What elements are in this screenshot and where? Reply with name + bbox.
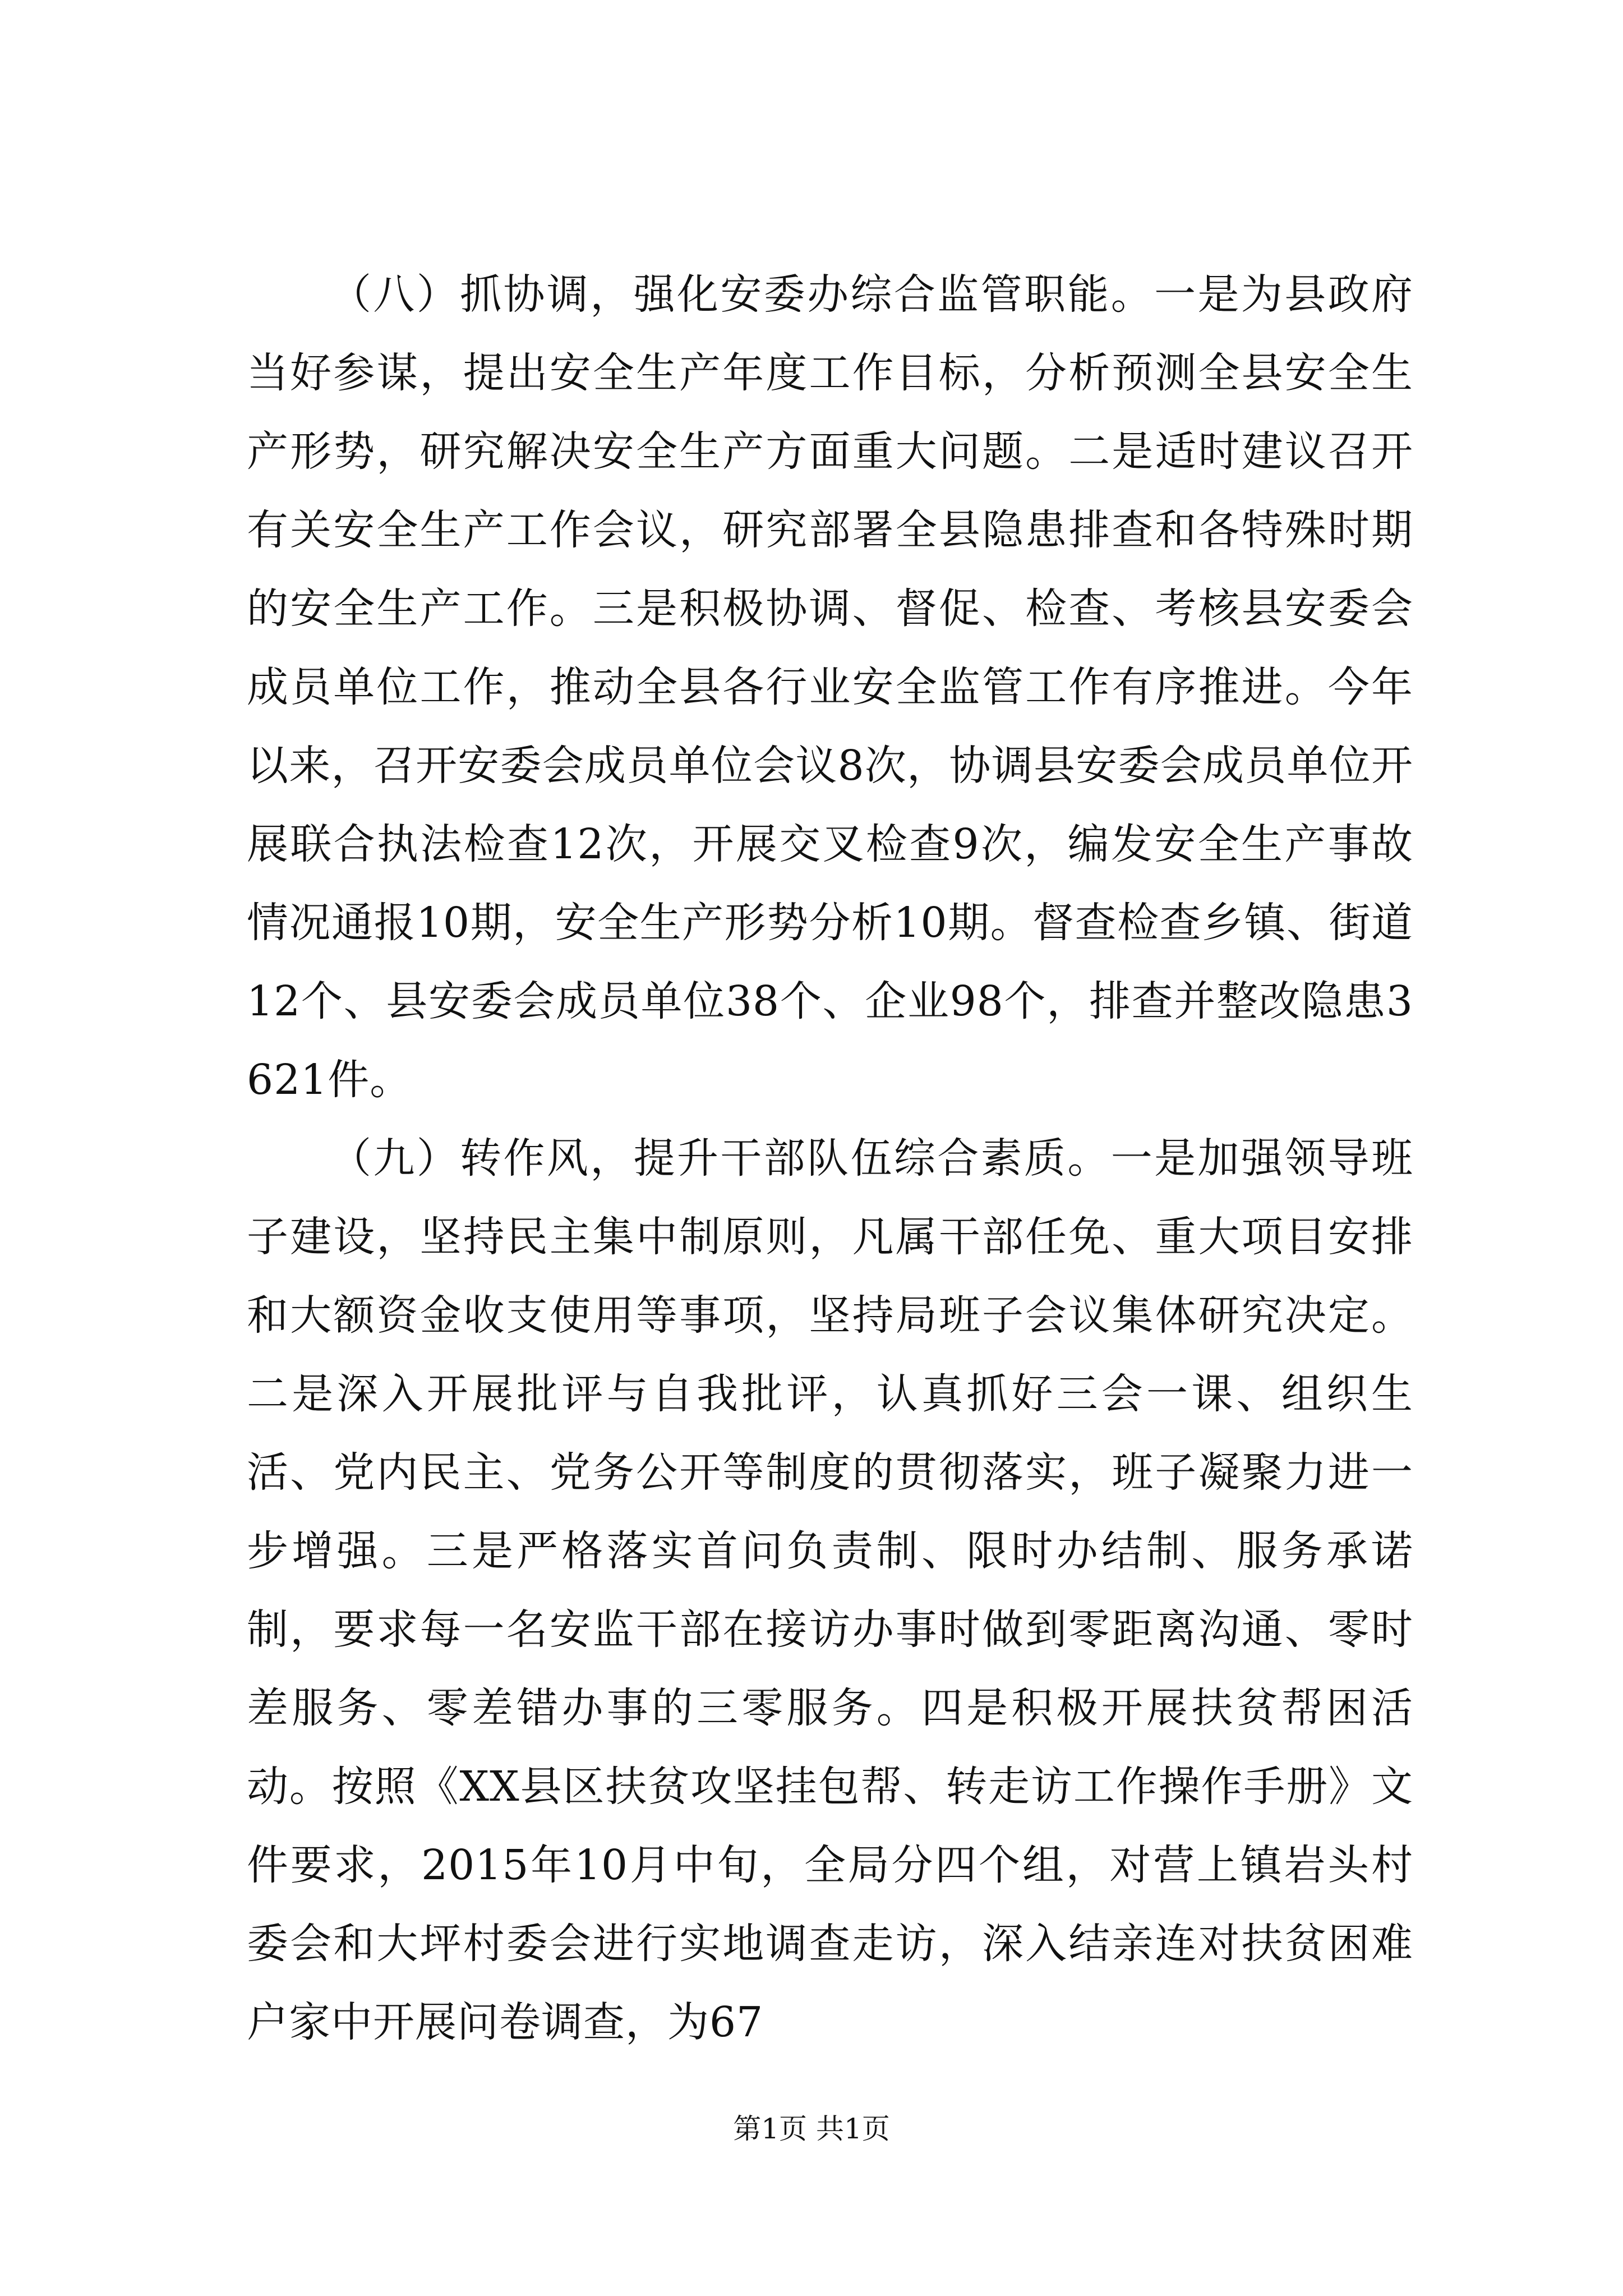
- paragraph-eight: （八）抓协调，强化安委办综合监管职能。一是为县政府当好参谋，提出安全生产年度工作目标，分析预测全县安全生产形势，研究解决安全生产方面重大问题。二是适时建议召开有关安全生产工作会议，研究部署全县隐患排查和各特殊时期的安全生产工作。三是积极协调、督促、检查、考核县安委会成员单位工作，推动全县各行业安全监管工作有序推进。今年以来，召开安委会成员单位会议8次，协调县安委会成员单位开展联合执法检查12次，开展交叉检查9次，编发安全生产事故情况通报10期，安全生产形势分析10期。督查检查乡镇、街道12个、县安委会成员单位38个、企业98个，排查并整改隐患3621件。: [247, 270, 1413, 1104]
- page-footer: 第1页 共1页: [733, 2113, 890, 2145]
- paragraph-nine: （九）转作风，提升干部队伍综合素质。一是加强领导班子建设，坚持民主集中制原则，凡属干部任免、重大项目安排和大额资金收支使用等事项，坚持局班子会议集体研究决定。二是深入开展批评与自我批评，认真抓好三会一课、组织生活、党内民主、党务公开等制度的贯彻落实，班子凝聚力进一步增强。三是严格落实首问负责制、限时办结制、服务承诺制，要求每一名安监干部在接访办事时做到零距离沟通、零时差服务、零差错办事的三零服务。四是积极开展扶贫帮困活动。按照《XX县区扶贫攻坚挂包帮、转走访工作操作手册》文件要求，2015年10月中旬，全局分四个组，对营上镇岩头村委会和大坪村委会进行实地调查走访，深入结亲连对扶贫困难户家中开展问卷调查，为67: [247, 1134, 1413, 2046]
- document-body: [247, 255, 1413, 2062]
